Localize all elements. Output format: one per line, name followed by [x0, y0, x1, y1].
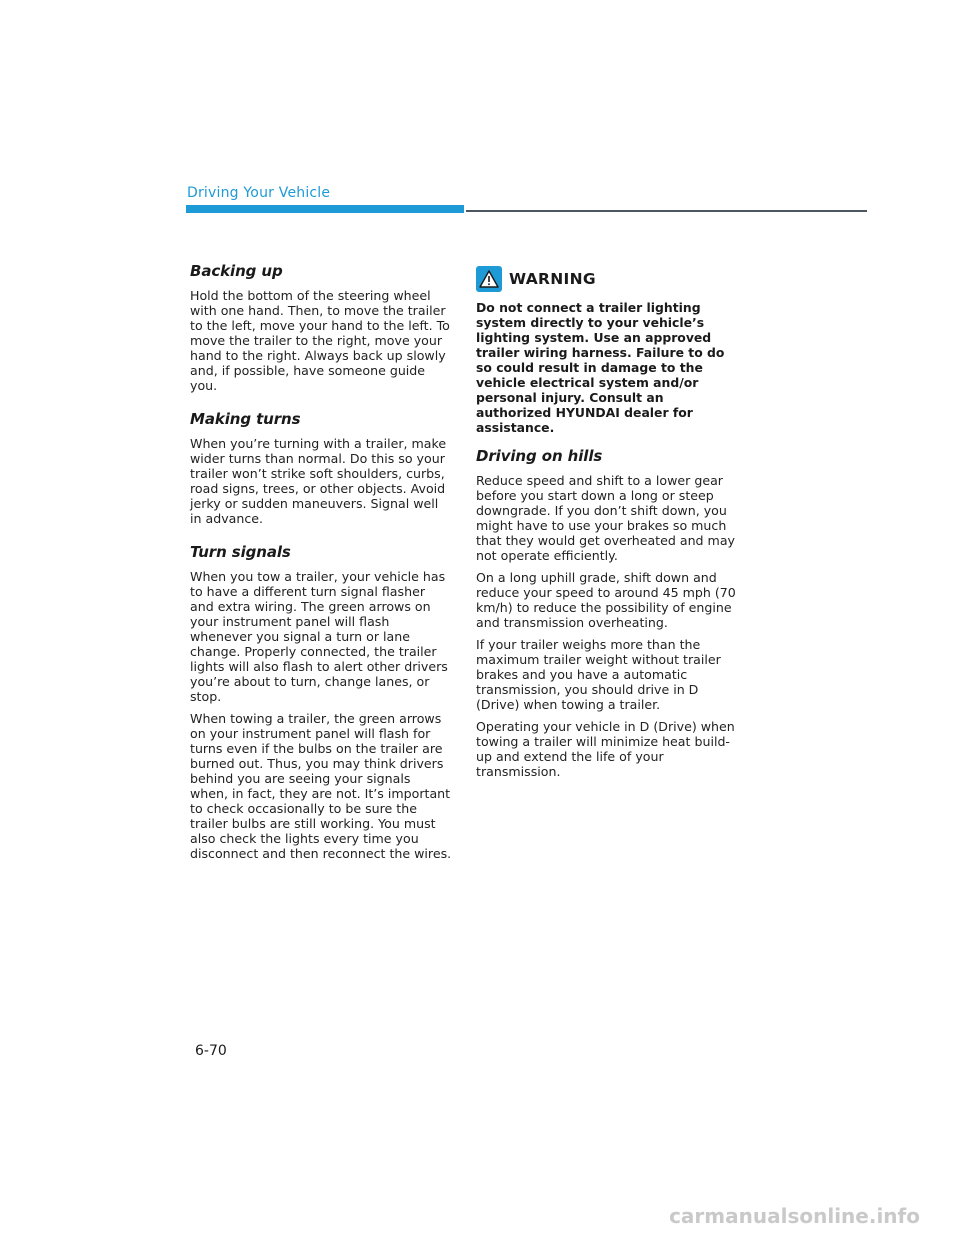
warning-text: Do not connect a trailer lighting system directly to your vehicle’s lighting system. Use an approved trailer wiring harness. Failure to do so could result in damage to the vehicle electrical system and/or personal injury. Consult an authorized HYUNDAI dealer for assistance. [476, 300, 725, 435]
section-header-title: Driving Your Vehicle [187, 185, 331, 201]
paragraph: Hold the bottom of the steering wheel with one hand. Then, to move the trailer to the left, move your hand to the left. To move the trailer to the right, move your hand to the right. Always back up slowly and, if possible, have someone guide you. [190, 288, 450, 393]
right-column [476, 266, 738, 786]
heading-making-turns: Making turns [190, 410, 301, 428]
header-rule [466, 210, 867, 212]
warning-triangle-icon [476, 266, 502, 292]
header-accent-bar [186, 205, 464, 213]
paragraph: If your trailer weighs more than the maximum trailer weight without trailer brakes and you have a automatic transmission, you should drive in D (Drive) when towing a trailer. [476, 637, 721, 712]
paragraph: On a long uphill grade, shift down and reduce your speed to around 45 mph (70 km/h) to reduce the possibility of engine and transmission overheating. [476, 570, 736, 630]
left-column [190, 262, 452, 868]
page-number: 6-70 [195, 1043, 227, 1059]
paragraph: Operating your vehicle in D (Drive) when towing a trailer will minimize heat build-up and extend the life of your transmission. [476, 719, 735, 779]
heading-driving-on-hills: Driving on hills [476, 447, 603, 465]
paragraph: When you tow a trailer, your vehicle has to have a different turn signal flasher and extra wiring. The green arrows on your instrument panel will flash whenever you signal a turn or lane change. Properly connected, the trailer lights will also flash to alert other drivers you’re about to turn, change lanes, or stop. [190, 569, 448, 704]
warning-title: WARNING [509, 270, 596, 288]
paragraph: When you’re turning with a trailer, make wider turns than normal. Do this so your trailer won’t strike soft shoulders, curbs, road signs, trees, or other objects. Avoid jerky or sudden maneuvers. Signal well in advance. [190, 436, 447, 526]
heading-backing-up: Backing up [190, 262, 283, 280]
watermark: carmanualsonline.info [669, 1204, 920, 1228]
paragraph: Reduce speed and shift to a lower gear before you start down a long or steep downgrade. If you don’t shift down, you might have to use your brakes so much that they would get overheated and may not operate efficiently. [476, 473, 735, 563]
paragraph: When towing a trailer, the green arrows on your instrument panel will flash for turns even if the bulbs on the trailer are burned out. Thus, you may think drivers behind you are seeing your signals when, in fact, they are not. It’s important to check occasionally to be sure the trailer bulbs are still working. You must also check the lights every time you disconnect and then reconnect the wires. [190, 711, 452, 861]
warning-header [476, 266, 738, 292]
heading-turn-signals: Turn signals [190, 543, 291, 561]
